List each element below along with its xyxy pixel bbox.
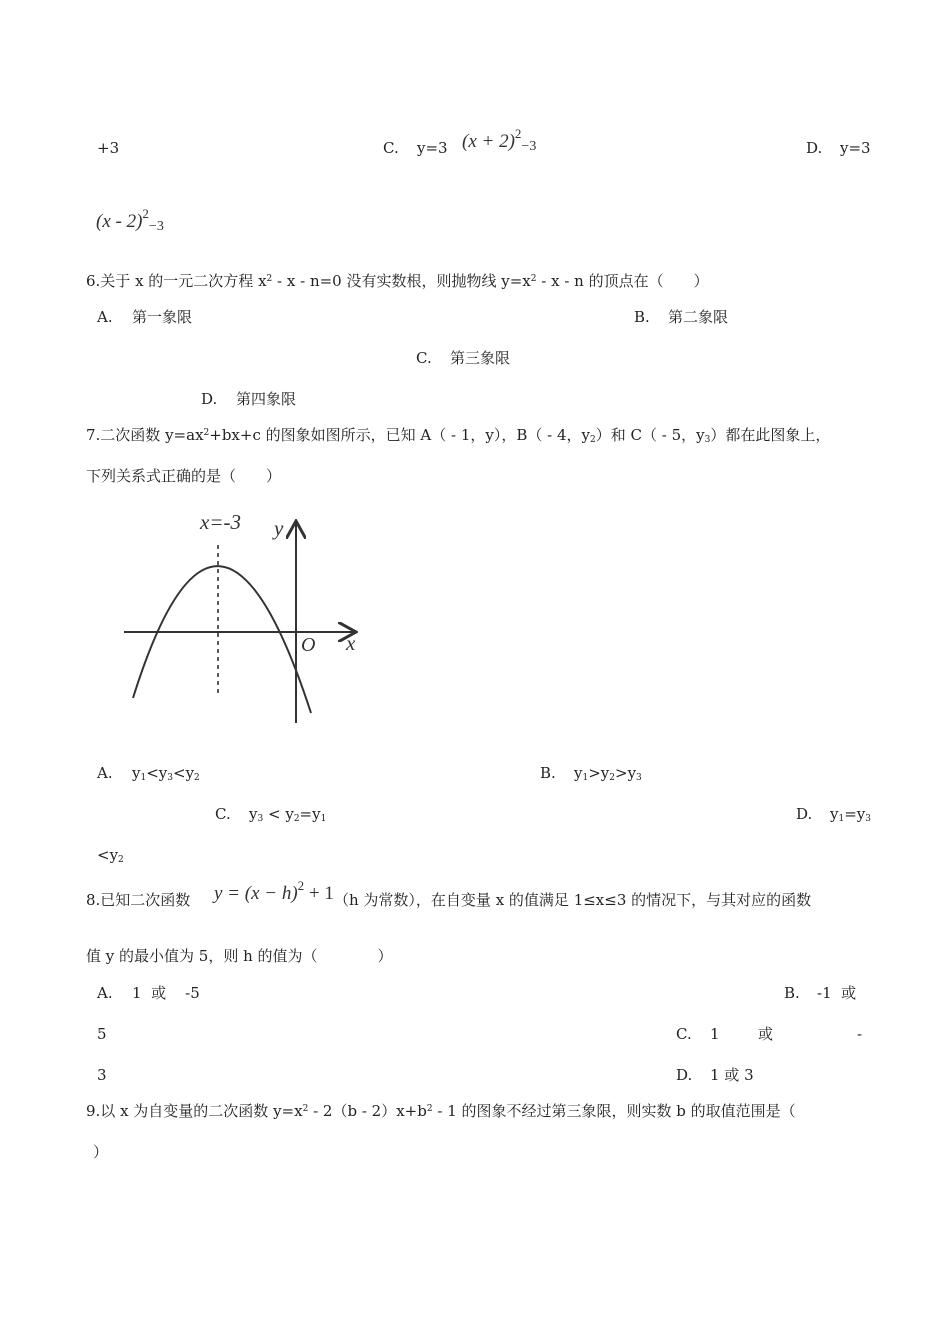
q7-option-d-tail [97, 845, 124, 868]
q9-stem-line2: ） [93, 1143, 109, 1161]
q9-stem-part: - 1 的图象不经过第三象限，则实数 b 的取值范围是（ [432, 1102, 796, 1120]
q5-option-c-rest: −3 [521, 139, 537, 154]
q6-option-c-label: C. [416, 349, 432, 367]
q5-option-c-prefix: y=3 [417, 139, 448, 157]
q5-option-b-tail: +3 [97, 139, 120, 157]
q6-stem-part: - x - n=0 没有实数根，则抛物线 y=x [272, 272, 531, 290]
q9-stem-sup: 2 [426, 1104, 433, 1114]
graph-x-label: x [346, 631, 356, 655]
q6-stem [86, 271, 709, 294]
q7-d-sub: 3 [865, 814, 871, 824]
q8-formula-exponent: 2 [297, 878, 305, 893]
q6-option-b-label: B. [634, 308, 650, 326]
q8-option-d-label: D. [676, 1066, 693, 1084]
q7-option-b-label: B. [540, 764, 556, 782]
q5-option-d-expr: (x - 2) [96, 211, 143, 232]
q7-stem-part: ）和 C（ - 5，y [595, 426, 705, 444]
q5-option-c-exponent: 2 [514, 126, 522, 141]
graph-origin-label: O [301, 634, 316, 656]
graph-symmetry-label: x=-3 [200, 510, 241, 534]
q6-option-d-label: D. [201, 390, 218, 408]
q7-c-sub: 3 [257, 814, 264, 824]
q6-stem-sup: 2 [266, 274, 273, 284]
q6-option-d-text: 第四象限 [236, 390, 297, 408]
q7-a-part: <y [173, 764, 195, 782]
q5-option-c-formula [462, 126, 537, 156]
q6-option-a-label: A. [97, 308, 113, 326]
q7-option-d-text [830, 804, 871, 827]
q7-a-part: <y [146, 764, 168, 782]
q6-option-b-text: 第二象限 [668, 308, 729, 326]
q5-option-c-expr: (x + 2) [462, 131, 515, 152]
q7-a-sub: 1 [140, 773, 147, 783]
q8-option-c-text2: 或 [758, 1025, 774, 1043]
q9-stem [86, 1101, 796, 1124]
graph-y-label: y [274, 516, 284, 540]
q8-option-c-label: C. [676, 1025, 692, 1043]
q7-d-part: y [830, 805, 839, 823]
q7-option-b-text [574, 763, 642, 786]
q6-stem-part: 6.关于 x 的一元二次方程 x [86, 272, 267, 290]
q7-d-sub: 1 [838, 814, 845, 824]
q7-stem-sup: 2 [203, 428, 210, 438]
q7-stem-part: 7.二次函数 y=ax [86, 426, 204, 444]
q5-option-d-formula [96, 206, 164, 236]
q7-a-part: y [132, 764, 141, 782]
q7-b-part: >y [588, 764, 610, 782]
q7-stem-line2: 下列关系式正确的是（ ） [86, 467, 282, 485]
q7-c-part: < y [263, 805, 294, 823]
q7-c-sub: 1 [320, 814, 327, 824]
q7-b-part: y [574, 764, 583, 782]
q8-option-d-text: 1 或 3 [710, 1066, 754, 1084]
q7-b-sub: 2 [609, 773, 615, 783]
q6-option-c-text: 第三象限 [450, 349, 511, 367]
q7-stem-line1 [86, 425, 830, 448]
q7-c-part: y [249, 805, 258, 823]
q8-stem-start: 8.已知二次函数 [86, 891, 191, 909]
q7-stem-sub: 2 [590, 435, 596, 445]
q8-option-a-label: A. [97, 984, 113, 1002]
q8-option-c-text3: - [857, 1025, 863, 1043]
q5-option-d-exponent: 2 [142, 206, 149, 221]
q7-option-a-label: A. [97, 764, 113, 782]
q7-stem-part: ）都在此图象上， [710, 426, 831, 444]
q9-stem-part: 9.以 x 为自变量的二次函数 y=x [86, 1102, 303, 1120]
q7-d-part: =y [844, 805, 866, 823]
q8-option-a-text: 1 或 -5 [132, 984, 200, 1002]
q5-option-c-label: C. [383, 139, 399, 157]
q7-b-sub: 3 [636, 773, 642, 783]
q7-a-sub: 2 [194, 773, 200, 783]
q7-d-tail-part: <y [97, 846, 119, 864]
q9-stem-part: - 2（b - 2）x+b [308, 1102, 427, 1120]
q8-stem-continue: （h 为常数），在自变量 x 的值满足 1≤x≤3 的情况下，与其对应的函数 [334, 891, 812, 909]
q5-option-d-label: D. [806, 139, 823, 157]
q7-option-c-text [249, 804, 326, 827]
q8-option-b-text: -1 或 [817, 984, 857, 1002]
q5-option-d-prefix: y=3 [840, 139, 871, 157]
q8-option-c-text1: 1 [710, 1025, 720, 1043]
q7-parabola-graph [118, 505, 368, 730]
q5-option-d-rest: −3 [148, 219, 164, 234]
q6-option-a-text: 第一象限 [132, 308, 193, 326]
q7-b-sub: 1 [582, 773, 589, 783]
q7-b-part: >y [615, 764, 637, 782]
q7-stem-part: +bx+c 的图象如图所示，已知 A（ - 1，y），B（ - 4，y [209, 426, 591, 444]
q7-c-part: =y [299, 805, 321, 823]
q8-formula-tail: + 1 [304, 883, 334, 904]
q7-option-d-label: D. [796, 805, 813, 823]
q8-formula-main: y = (x − h) [214, 883, 298, 904]
q8-option-c-tail: 3 [97, 1066, 107, 1084]
q9-stem-sup: 2 [302, 1104, 309, 1114]
q7-stem-sub: 3 [704, 435, 711, 445]
q7-c-sub: 2 [293, 814, 300, 824]
q8-option-b-tail: 5 [97, 1025, 107, 1043]
q7-a-sub: 3 [167, 773, 173, 783]
q8-formula [214, 878, 334, 907]
q7-option-c-label: C. [215, 805, 231, 823]
q8-option-b-label: B. [784, 984, 800, 1002]
q6-stem-part: - x - n 的顶点在（ ） [536, 272, 709, 290]
q7-d-tail-sub: 2 [118, 855, 124, 865]
q7-option-a-text [132, 763, 200, 786]
q8-stem-line2: 值 y 的最小值为 5，则 h 的值为（ ） [86, 947, 393, 965]
q6-stem-sup: 2 [530, 274, 537, 284]
graph-parabola-curve [133, 566, 311, 713]
